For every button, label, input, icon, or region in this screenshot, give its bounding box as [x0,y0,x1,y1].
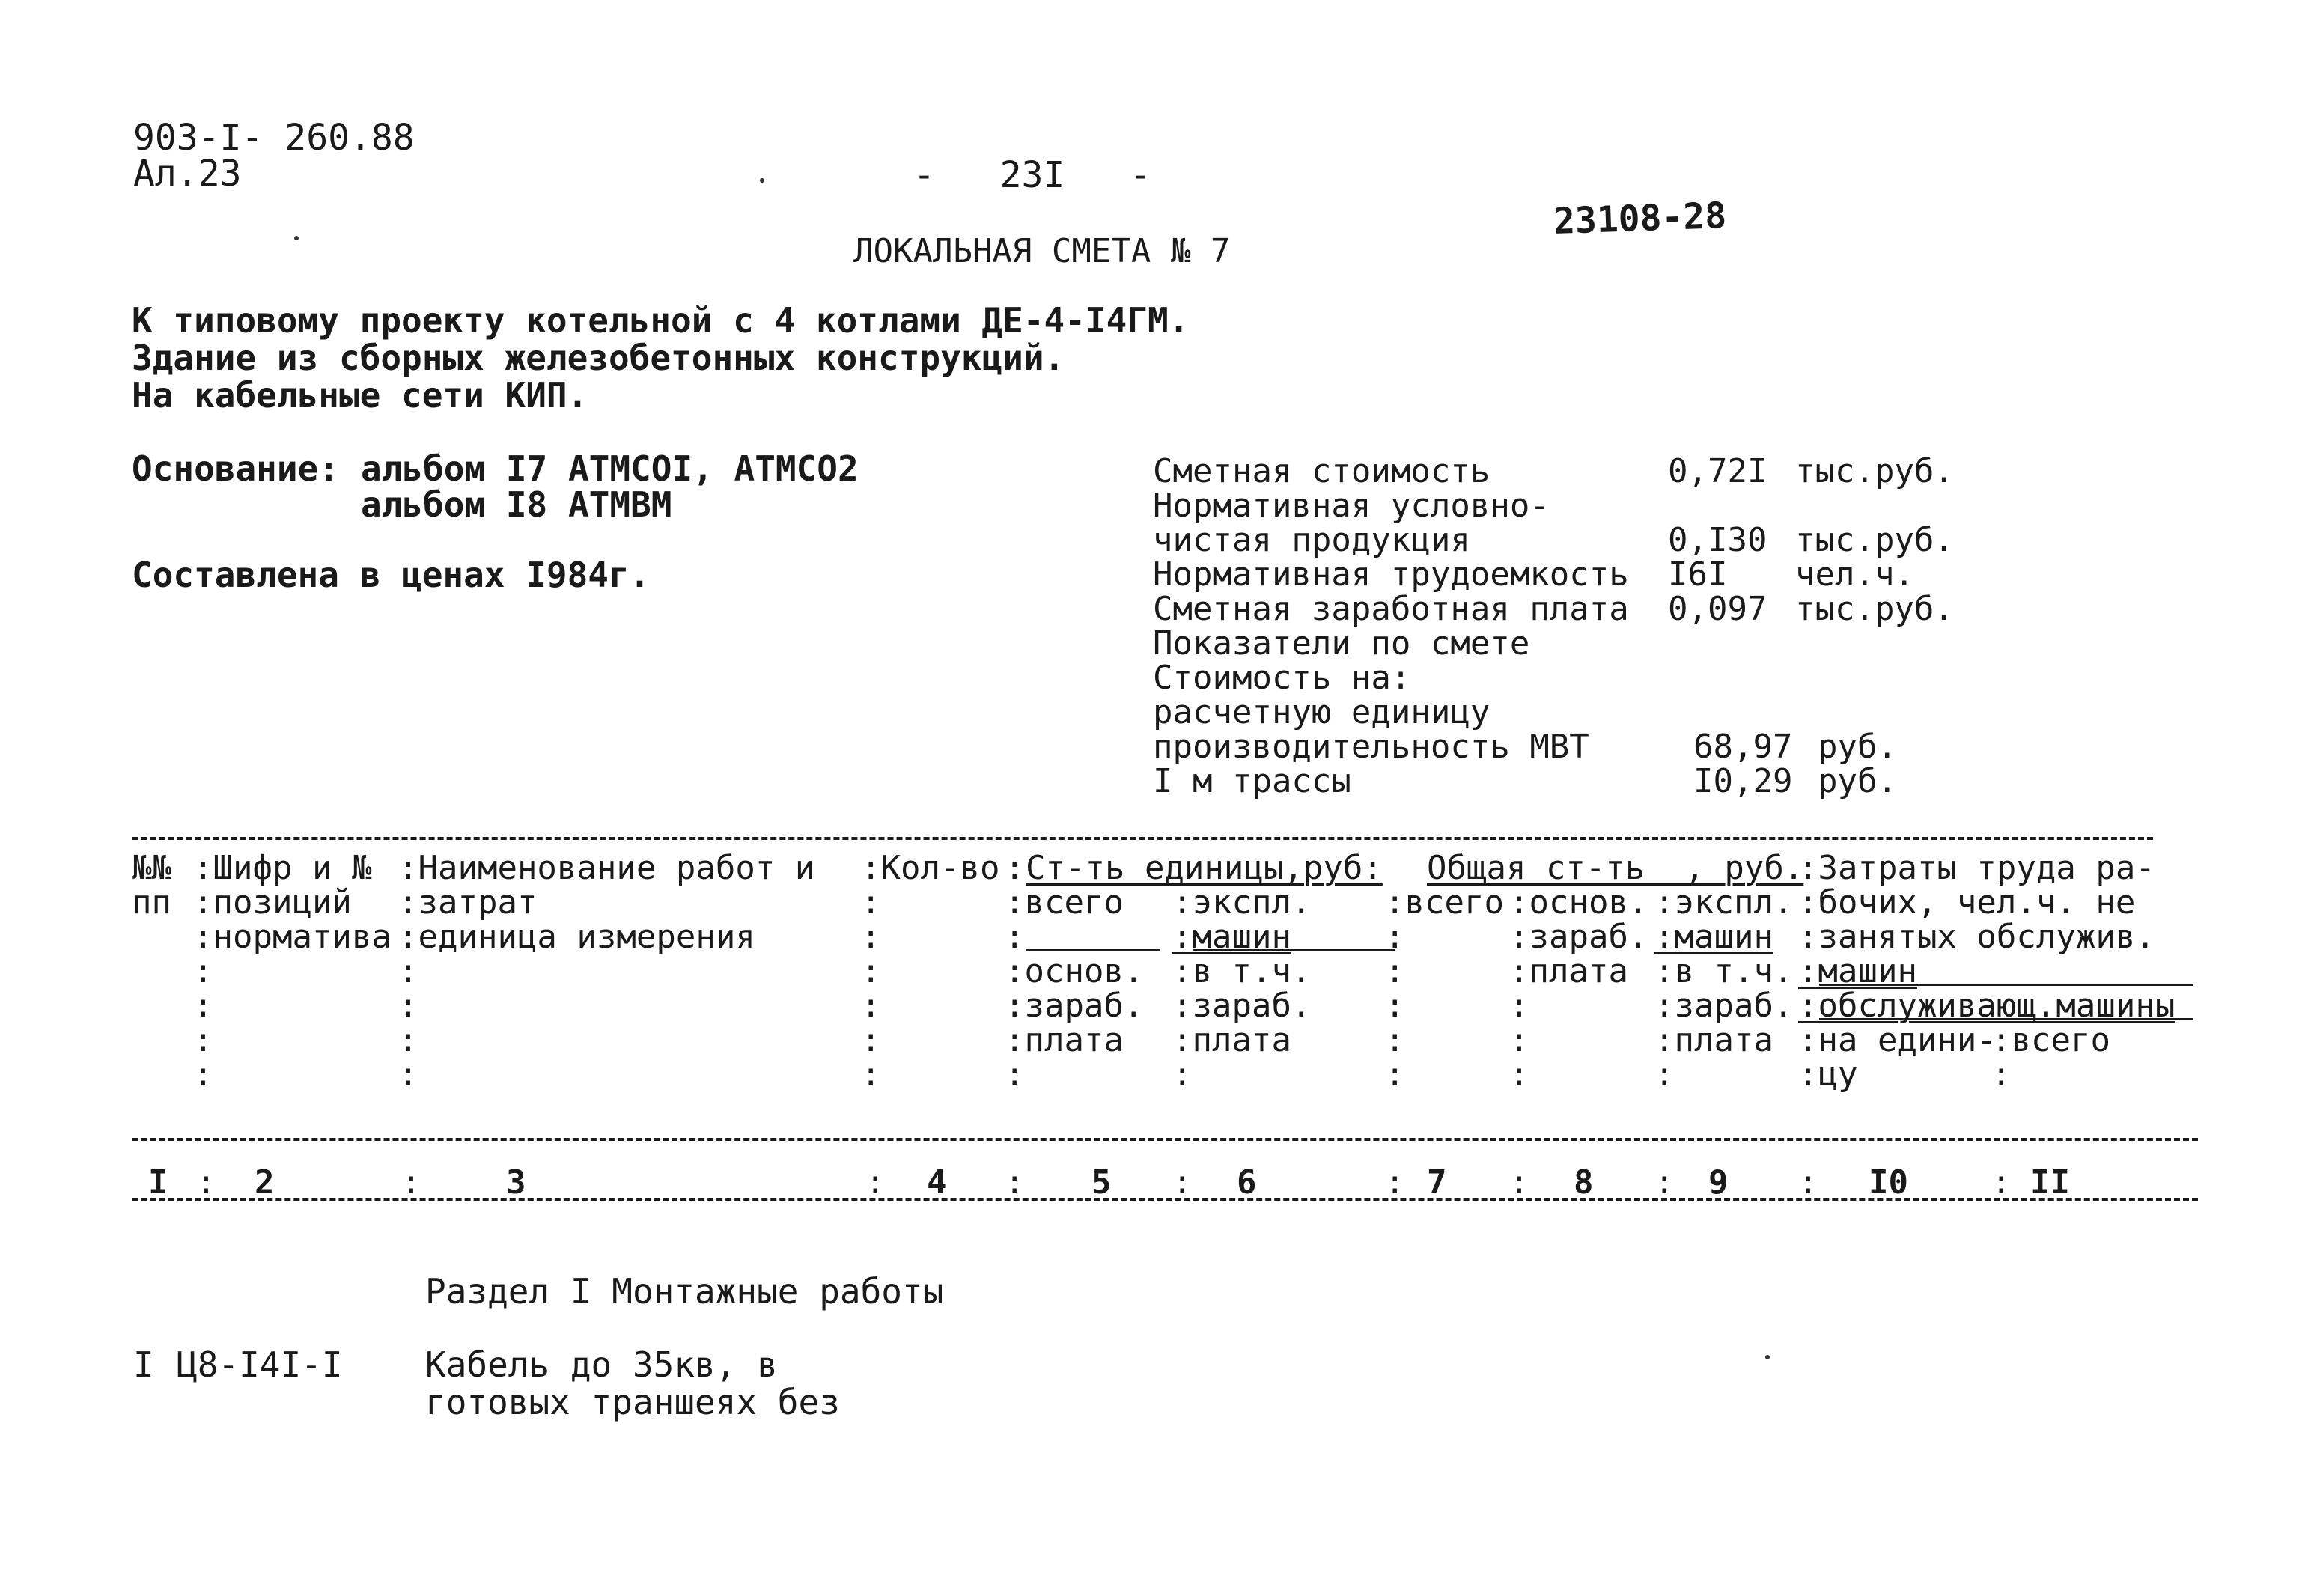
column-separator: : [1509,1163,1529,1201]
header-unit-cost-wages-l2: :зараб. [1005,987,1144,1025]
album-number: Ал.23 [133,153,242,195]
indicators-per-unit: расчетную единицу [1153,693,1490,731]
header-labor-rule-2 [1819,1018,2193,1020]
indicators-capacity-unit: руб. [1818,728,1897,766]
row-name-line-2: готовых траншеях без [425,1382,840,1422]
indicators-route-label: I м трассы [1153,762,1351,800]
table-header-bottom-dashed-rule [132,1138,2198,1141]
indicators-route-unit: руб. [1818,762,1897,800]
header-colon: : [398,987,418,1025]
header-unit-cost-machines-l3: :в т.ч. [1172,952,1312,990]
summary-labor-unit: чел.ч. [1795,555,1914,594]
intro-line-3: На кабельные сети КИП. [132,375,588,415]
header-total-cost-machines-l3: :в т.ч. [1654,952,1794,990]
header-total-cost-group: Общая ст-ть , руб. [1427,849,1804,887]
header-colon: : [193,987,213,1025]
summary-net-product-label-a: Нормативная условно- [1153,487,1550,525]
header-labor-l5: :обслуживающ.машины [1798,987,2175,1025]
column-separator: : [865,1163,886,1201]
header-colon: : [193,1021,213,1059]
summary-net-product-unit: тыс.руб. [1795,521,1954,559]
header-machines-rule [1193,949,1395,951]
row-code: Ц8-I4I-I [177,1344,343,1385]
header-labor-per-unit-l2: :цу [1798,1056,1858,1094]
header-total-cost-total: :всего [1385,883,1504,922]
header-col-code: :Шифр и № [193,849,372,887]
column-number: 3 [506,1163,526,1201]
column-separator: : [401,1163,421,1201]
header-colon: : [861,952,881,990]
header-unit-cost-wages-l3: :плата [1005,1021,1124,1059]
indicators-capacity-value: 68,97 [1693,728,1793,766]
column-number: 8 [1574,1163,1594,1201]
header-colon: : [398,952,418,990]
summary-wages-unit: тыс.руб. [1795,590,1954,628]
header-colon: : [1385,952,1405,990]
header-colon: : [861,1056,881,1094]
header-colon: : [398,1056,418,1094]
indicators-cost-on: Стоимость на: [1153,659,1411,697]
column-number: 2 [255,1163,275,1201]
header-unit-cost-machines-l5: :плата [1172,1021,1291,1059]
summary-estimated-cost-label: Сметная стоимость [1153,452,1490,490]
header-colon: : [861,1021,881,1059]
column-separator: : [1005,1163,1025,1201]
indicators-heading: Показатели по смете [1153,624,1530,663]
document-title: ЛОКАЛЬНАЯ СМЕТА № 7 [853,232,1231,270]
header-colon: : [1654,1056,1675,1094]
header-colon: : [193,952,213,990]
summary-estimated-cost-value: 0,72I [1668,452,1767,490]
page-number: - 23I - [913,154,1151,196]
column-number: I [148,1163,168,1201]
header-col-quantity: :Кол-во [861,849,1000,887]
header-colon: : [1385,918,1405,956]
column-number: 9 [1708,1163,1729,1201]
header-total-cost-wages-l3: :плата [1509,952,1628,990]
header-col-name-l2: :затрат [398,883,538,922]
basis-label: Основание: [132,448,339,489]
column-number: 6 [1237,1163,1257,1201]
header-colon: : [1005,849,1025,887]
summary-labor-label: Нормативная трудоемкость [1153,555,1629,594]
column-number: II [2030,1163,2070,1201]
header-colon: : [1509,1056,1529,1094]
column-separator: : [1385,1163,1405,1201]
inventory-stamp: 23108-28 [1553,194,1728,243]
intro-line-1: К типовому проекту котельной с 4 котлами ДЕ-4-I4ГМ. [132,300,1190,341]
header-col-name-l3: :единица измерения [398,918,755,956]
indicators-capacity-label: производительность МВТ [1153,728,1589,766]
header-col-code-l3: :норматива [193,918,392,956]
header-labor-l2: :бочих, чел.ч. не [1798,883,2136,922]
header-colon: : [1385,1021,1405,1059]
header-col-number: №№ [132,849,171,887]
header-labor-per-unit-l1: :на едини- [1798,1021,1997,1059]
header-unit-cost-machines-l1: :экспл. [1172,883,1312,922]
table-top-dashed-rule [132,837,2153,840]
header-colon: : [1172,1056,1193,1094]
column-separator: : [1172,1163,1193,1201]
header-labor-rule-1 [1819,984,2193,986]
basis-album-2: альбом I8 АТМВМ [361,484,672,525]
ink-speck [760,178,764,183]
header-colon: : [1509,987,1529,1025]
header-total-cost-machines-l4: :зараб. [1654,987,1794,1025]
column-number: 7 [1427,1163,1447,1201]
basis-album-1: альбом I7 АТМСОI, АТМСО2 [361,448,859,489]
row-number: I [133,1344,154,1385]
header-total-cost-machines-l1: :экспл. [1654,883,1794,922]
header-colon: : [1385,987,1405,1025]
summary-net-product-value: 0,I30 [1668,521,1767,559]
summary-wages-value: 0,097 [1668,590,1767,628]
header-colon: : [1005,1056,1025,1094]
section-title: Раздел I Монтажные работы [425,1271,944,1312]
document-code: 903-I- 260.88 [133,117,415,159]
header-total-cost-wages-l2: :зараб. [1509,918,1648,956]
header-colon: : [398,1021,418,1059]
header-colon: : [193,1056,213,1094]
column-number: I0 [1869,1163,1908,1201]
header-labor-total: :всего [1991,1021,2110,1059]
header-labor-l4: :машин [1798,952,1917,990]
header-total-cost-machines-l2: :машин [1654,918,1773,956]
indicators-route-value: I0,29 [1693,762,1793,800]
header-unit-cost-machines-l4: :зараб. [1172,987,1312,1025]
header-labor-l1: :Затраты труда ра- [1798,849,2155,887]
header-unit-cost-rule [1026,949,1160,951]
header-colon: : [861,987,881,1025]
summary-estimated-cost-unit: тыс.руб. [1795,452,1954,490]
summary-wages-label: Сметная заработная плата [1153,590,1629,628]
column-number: 5 [1091,1163,1112,1201]
column-separator: : [1991,1163,2012,1201]
ink-speck [1765,1355,1770,1359]
header-colon: : [1385,1056,1405,1094]
intro-line-2: Здание из сборных железобетонных конструкций. [132,338,1065,378]
row-name-line-1: Кабель до 35кв, в [425,1344,778,1385]
header-col-name: :Наименование работ и [398,849,815,887]
header-total-cost-machines-l5: :плата [1654,1021,1773,1059]
header-colon: : [861,918,881,956]
column-separator: : [196,1163,216,1201]
column-number: 4 [927,1163,947,1201]
column-separator: : [1654,1163,1675,1201]
header-colon: : [1509,1021,1529,1059]
summary-net-product-label-b: чистая продукция [1153,521,1470,559]
ink-speck [294,236,299,240]
header-col-number-l2: пп [132,883,171,922]
header-colon: : [1991,1056,2012,1094]
header-col-code-l2: :позиций [193,883,352,922]
prices-note: Составлена в ценах I984г. [132,555,651,595]
header-unit-cost-wages-l1: :основ. [1005,952,1144,990]
header-unit-cost-total: :всего [1005,883,1124,922]
header-total-cost-wages-l1: :основ. [1509,883,1648,922]
header-labor-l3: :занятых обслужив. [1798,918,2155,956]
header-colon: : [861,883,881,922]
header-unit-cost-group: Ст-ть единицы,руб: [1026,849,1383,887]
header-unit-cost-machines-l2: :машин [1172,918,1291,956]
summary-labor-value: I6I [1668,555,1728,594]
header-colon: : [1005,918,1025,956]
column-separator: : [1798,1163,1818,1201]
